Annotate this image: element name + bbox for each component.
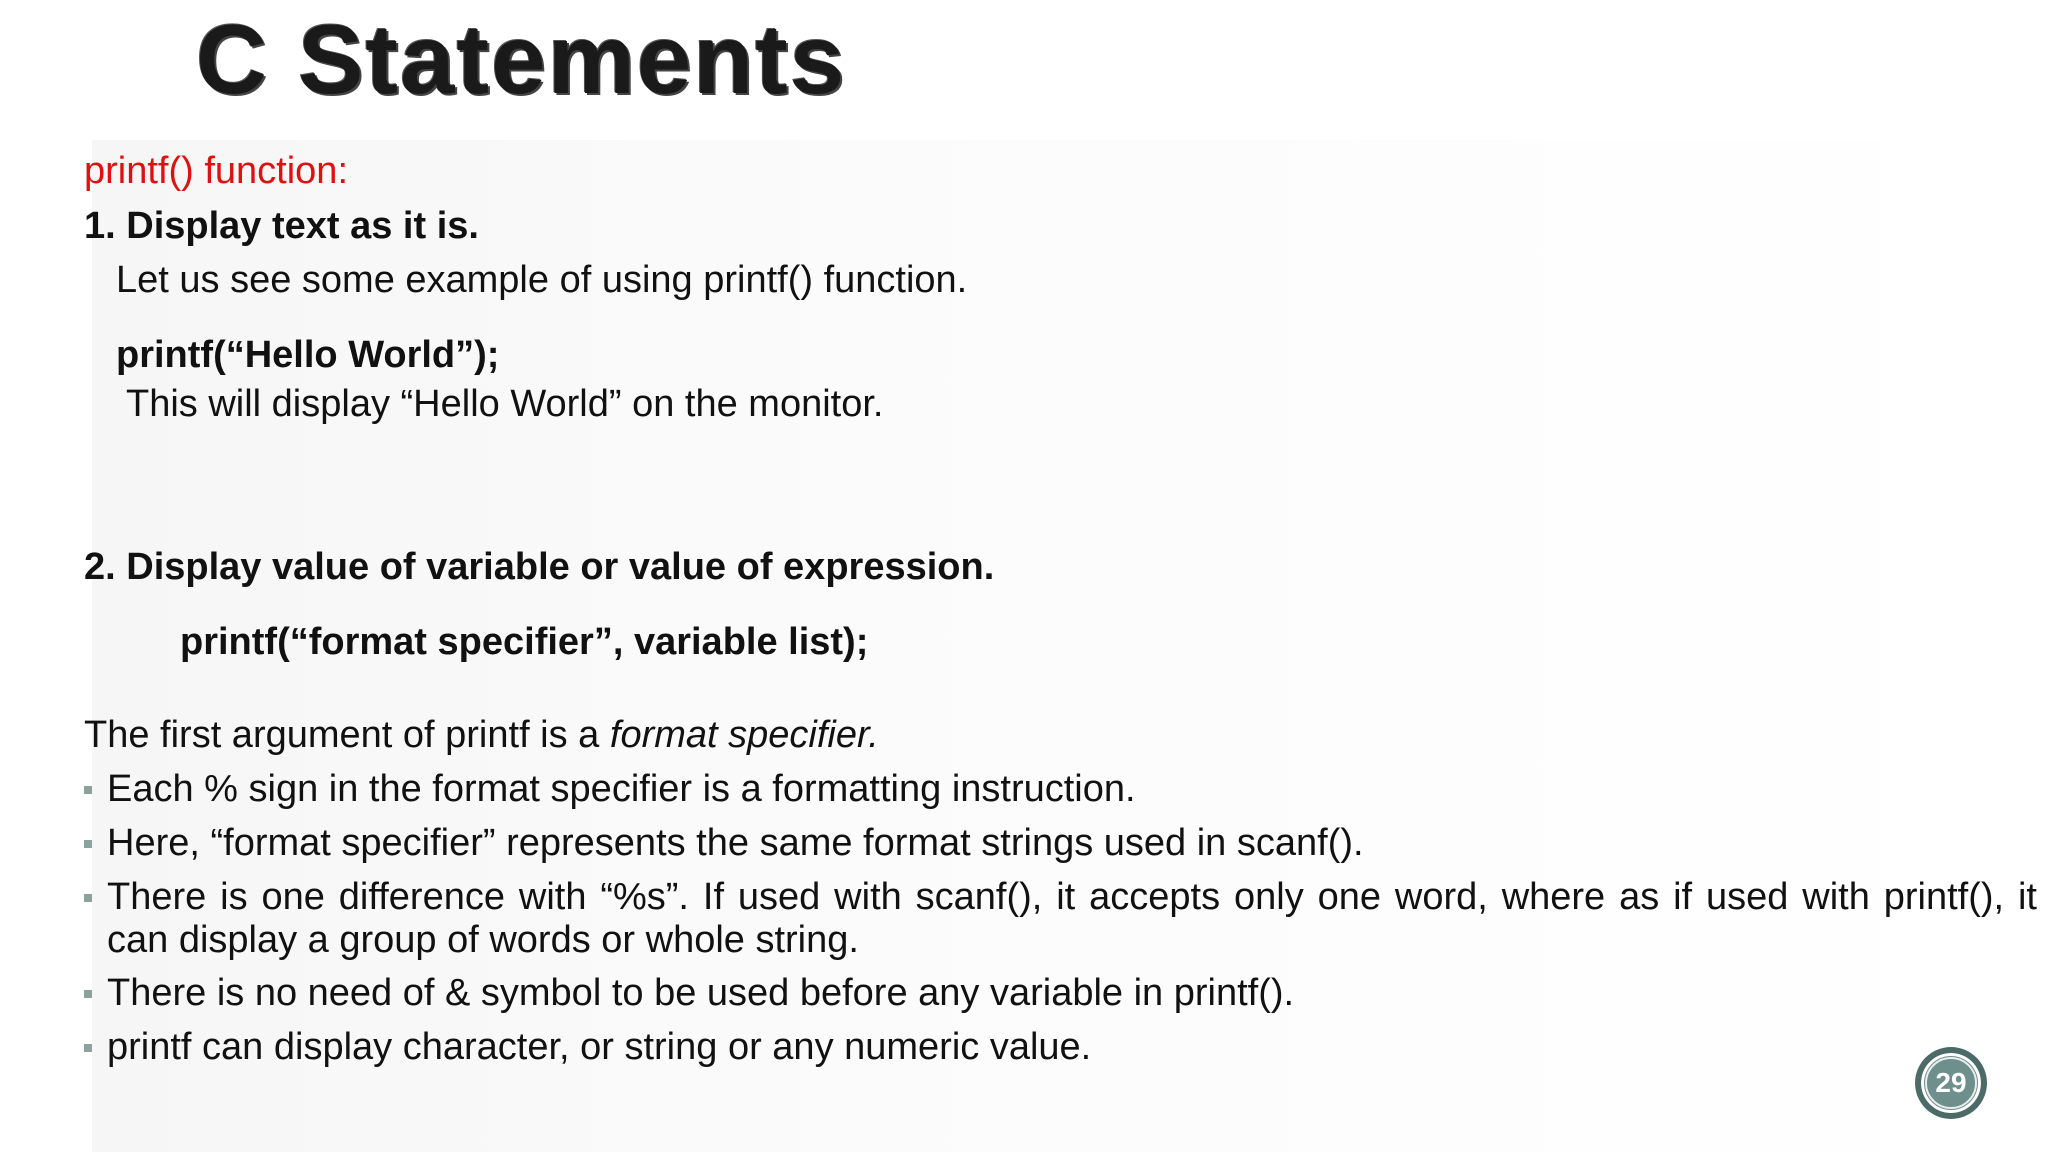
section-heading: printf() function: [84, 150, 348, 192]
page-number-badge [1918, 1050, 1984, 1116]
format-intro-italic: format specifier. [609, 714, 879, 756]
format-intro [84, 716, 879, 754]
bullet-text: Each % sign in the format specifier is a formatting instruction. [107, 768, 1136, 810]
bullet-square [84, 990, 92, 998]
point1-intro: Let us see some example of using printf() function. [116, 259, 968, 301]
page-number: 29 [1935, 1067, 1967, 1098]
page-number-ring [1925, 1057, 1977, 1109]
bullet-text: printf can display character, or string or any numeric value. [107, 1026, 1092, 1068]
bullet-square [84, 894, 92, 902]
point1-code: printf(“Hello World”); [116, 334, 500, 376]
bullet-square [84, 786, 92, 794]
point2-code: printf(“format specifier”, variable list); [180, 621, 869, 663]
bullet-text: Here, “format specifier” represents the same format strings used in scanf(). [107, 822, 1364, 864]
point1-heading: 1. Display text as it is. [84, 205, 479, 247]
bullet-text: There is no need of & symbol to be used before any variable in printf(). [107, 972, 1295, 1014]
bullet-text: There is one difference with “%s”. If used with scanf(), it accepts only one word, where as if used with printf(), it can display a group of words or whole string. [107, 876, 2037, 961]
bullet-square [84, 840, 92, 848]
point1-explanation: This will display “Hello World” on the monitor. [126, 383, 884, 425]
format-intro-text: The first argument of printf is a [84, 714, 610, 756]
slide-title: C Statements [196, 4, 847, 114]
point2-heading: 2. Display value of variable or value of expression. [84, 546, 995, 588]
bullet-square [84, 1044, 92, 1052]
